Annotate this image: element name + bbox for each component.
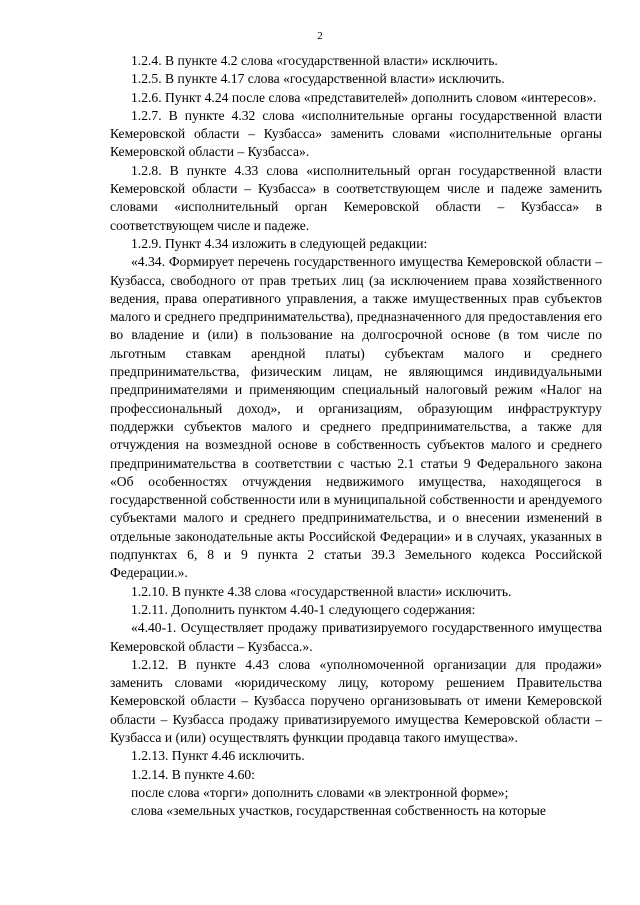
paragraph-1-2-6: 1.2.6. Пункт 4.24 после слова «представителей» дополнить словом «интересов». [131, 89, 597, 105]
page-number: 2 [317, 30, 323, 42]
paragraph-1-2-4: 1.2.4. В пункте 4.2 слова «государственной власти» исключить. [131, 53, 498, 68]
paragraph-1-2-14: 1.2.14. В пункте 4.60: [131, 766, 255, 782]
paragraph-1-2-9: 1.2.9. Пункт 4.34 изложить в следующей редакции: [131, 235, 428, 251]
paragraph-4-60-item-2: слова «земельных участков, государственная собственность на которые [131, 803, 546, 819]
document-body [110, 52, 602, 820]
paragraph-1-2-13: 1.2.13. Пункт 4.46 исключить. [131, 748, 305, 764]
paragraph-1-2-12: 1.2.12. В пункте 4.43 слова «уполномоченной организации для продажи» заменить словами «юридическому лицу, которому решением Правительства Кемеровской области – Кузбасса поручено организовывать от имени Кемеровской области – Кузбасса продажу приватизируемого имущества Кемеровской области – Кузбасса и (или) осуществлять функции продавца такого имущества». [110, 656, 602, 745]
paragraph-4-60-item-1: после слова «торги» дополнить словами «в электронной форме»; [131, 784, 509, 800]
paragraph-1-2-5: 1.2.5. В пункте 4.17 слова «государственной власти» исключить. [131, 71, 505, 87]
paragraph-4-40-1-text: «4.40-1. Осуществляет продажу приватизируемого государственного имущества Кемеровской области – Кузбасса.». [110, 620, 602, 654]
paragraph-4-34-text: «4.34. Формирует перечень государственного имущества Кемеровской области – Кузбасса, свободного от прав третьих лиц (за исключением права хозяйственного ведения, права оперативного управления, а также имущественных прав субъектов малого и среднего предпринимательства), предназначенного для предоставления его во владение и (или) в пользование на долгосрочной основе (в том числе по льготным ставкам арендной платы) субъектам малого и среднего предпринимательства, физическим лицам, не являющимся индивидуальными предпринимателями и применяющим специальный налоговый режим «Налог на профессиональный доход», и организациям, образующим инфраструктуру поддержки субъектов малого и среднего предпринимательства, а также для отчуждения на возмездной основе в собственность субъектов малого и среднего предпринимательства в соответствии с частью 2.1 статьи 9 Федерального закона «Об особенностях отчуждения недвижимого имущества, находящегося в государственной собственности или в муниципальной собственности и арендуемого субъектами малого и среднего предпринимательства, и о внесении изменений в отдельные законодательные акты Российской Федерации» и в случаях, указанных в подпунктах 6, 8 и 9 пункта 2 статьи 39.3 Земельного кодекса Российской Федерации.». [110, 254, 602, 581]
paragraph-1-2-7: 1.2.7. В пункте 4.32 слова «исполнительные органы государственной власти Кемеровской области – Кузбасса» заменить словами «исполнительные органы Кемеровской области – Кузбасса». [110, 107, 602, 160]
paragraph-1-2-8: 1.2.8. В пункте 4.33 слова «исполнительный орган государственной власти Кемеровской области – Кузбасса» в соответствующем числе и падеже заменить словами «исполнительный орган Кемеровской области – Кузбасса» в соответствующем числе и падеже. [110, 162, 602, 233]
paragraph-1-2-11: 1.2.11. Дополнить пунктом 4.40-1 следующего содержания: [131, 601, 476, 617]
paragraph-1-2-10: 1.2.10. В пункте 4.38 слова «государственной власти» исключить. [131, 583, 512, 599]
